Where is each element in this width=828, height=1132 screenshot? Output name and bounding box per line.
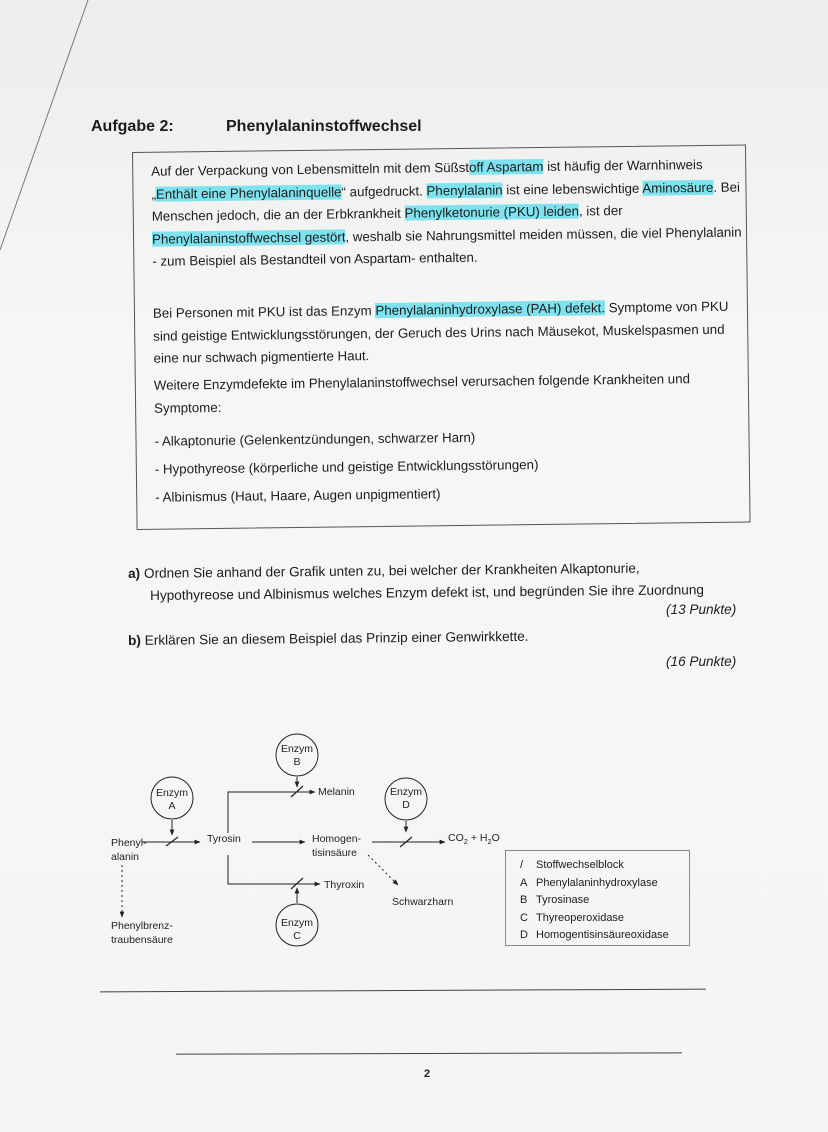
- enzyme-b-circle: [276, 734, 318, 776]
- label-homogentisinsaeure-2: tisinsäure: [312, 847, 357, 859]
- paragraph-text: Auf der Verpackung von Lebensmitteln mit dem Süßst: [151, 159, 470, 179]
- legend-row: / Stoffwechselblock: [520, 857, 689, 875]
- task-title: Phenylalaninstoffwechsel: [226, 118, 422, 135]
- paragraph-text: ist häufig der Warnhinweis „: [151, 157, 703, 202]
- enzyme-a-letter: A: [168, 800, 176, 812]
- enzyme-c-word: Enzym: [280, 917, 314, 929]
- label-phenylalanin-1: Phenyl-: [111, 837, 147, 849]
- paragraph-text: Bei Personen mit PKU ist das Enzym: [152, 303, 376, 321]
- question-a-points: (13 Punkte): [666, 602, 737, 617]
- question-a-label: a): [128, 565, 141, 581]
- enzyme-b-letter: B: [293, 756, 301, 768]
- question-b-text: Erklären Sie an diesem Beispiel das Prinzip einer Genwirkkette.: [144, 628, 529, 648]
- paragraph-text: , weshalb sie Nahrungsmittel meiden müssen, die viel Phenylalanin - zum Beispiel als Bestandteil von Aspartam- enthalten.: [152, 224, 742, 269]
- question-b-points: (16 Punkte): [666, 654, 737, 669]
- legend-row: A Phenylalaninhydroxylase: [520, 876, 658, 889]
- label-thyroxin: Thyroxin: [324, 879, 365, 891]
- paragraph-text: Symptome von PKU sind geistige Entwicklungsstörungen, der Geruch des Urins nach Mäusekot, Muskelspasmen und eine nur schwach pigmentierte Haut.: [153, 298, 729, 366]
- scan-edge-line: [0, 0, 100, 260]
- intro-paragraph-1: [151, 154, 742, 274]
- legend-block-icon: /: [520, 859, 524, 871]
- highlighted-text: Phenylalaninstoffwechsel gestört: [151, 228, 346, 247]
- legend-row: D Homogentisinsäureoxidase: [520, 929, 669, 942]
- diagram-legend: [505, 850, 690, 946]
- highlighted-text: off Aspartam: [468, 158, 544, 175]
- intro-paragraph-3: Weitere Enzymdefekte im Phenylalaninstoffwechsel verursachen folgende Krankheiten und Symptome:: [153, 371, 691, 416]
- legend-row: C Thyreoperoxidase: [520, 911, 625, 924]
- intro-paragraph-2: [153, 296, 744, 371]
- question-b-label: b): [128, 632, 142, 648]
- paragraph-text: , ist der: [578, 203, 623, 219]
- enzyme-a-word: Enzym: [155, 787, 189, 799]
- label-homogentisinsaeure-1: Homogen-: [312, 833, 362, 845]
- label-schwarzharn: Schwarzharn: [392, 896, 454, 908]
- symptom-item-2: - Hypothyreose (körperliche und geistige Entwicklungsstörungen): [154, 457, 539, 477]
- label-co2-h2o: $CO_2 + H_2O$: [448, 832, 500, 846]
- label-phenylbrenz-2: traubensäure: [111, 934, 173, 946]
- metabolism-diagram: [100, 725, 520, 955]
- symptom-item-3: - Albinismus (Haut, Haare, Augen unpigmentiert): [155, 486, 441, 505]
- symptom-item-1: - Alkaptonurie (Gelenkentzündungen, schwarzer Harn): [154, 429, 476, 449]
- label-phenylalanin-2: alanin: [111, 851, 140, 863]
- paragraph-text: . Bei Menschen jedoch, die an der Erbkrankheit: [151, 179, 740, 224]
- highlighted-text: Enthält eine Phenylalaninquelle: [155, 183, 342, 202]
- question-a-text-1: Ordnen Sie anhand der Grafik unten zu, bei welcher der Krankheiten Alkaptonurie,: [143, 560, 640, 581]
- enzyme-c-letter: C: [293, 930, 301, 942]
- highlighted-text: Phenylketonurie (PKU) leiden: [404, 203, 580, 221]
- enzyme-d-letter: D: [402, 799, 410, 811]
- label-tyrosin: Tyrosin: [207, 833, 241, 845]
- intro-textbox: [132, 144, 751, 529]
- highlighted-text: Phenylalaninhydroxylase (PAH) defekt.: [375, 300, 606, 319]
- highlighted-text: Phenylalanin: [426, 181, 503, 198]
- paragraph-text: ist eine lebenswichtige: [502, 180, 643, 197]
- page-number: 2: [424, 1068, 431, 1080]
- enzyme-b-word: Enzym: [280, 743, 314, 755]
- task-label: Aufgabe 2:: [91, 118, 174, 135]
- label-phenylbrenz-1: Phenylbrenz-: [111, 920, 173, 932]
- legend-row: B Tyrosinase: [520, 894, 590, 907]
- question-a-text-2: Hypothyreose und Albinismus welches Enzym defekt ist, und begründen Sie ihre Zuordnung: [150, 582, 705, 603]
- highlighted-text: Aminosäure: [642, 179, 714, 196]
- enzyme-d-word: Enzym: [389, 786, 423, 798]
- label-melanin: Melanin: [318, 786, 355, 798]
- paragraph-text: “ aufgedruckt.: [341, 182, 427, 199]
